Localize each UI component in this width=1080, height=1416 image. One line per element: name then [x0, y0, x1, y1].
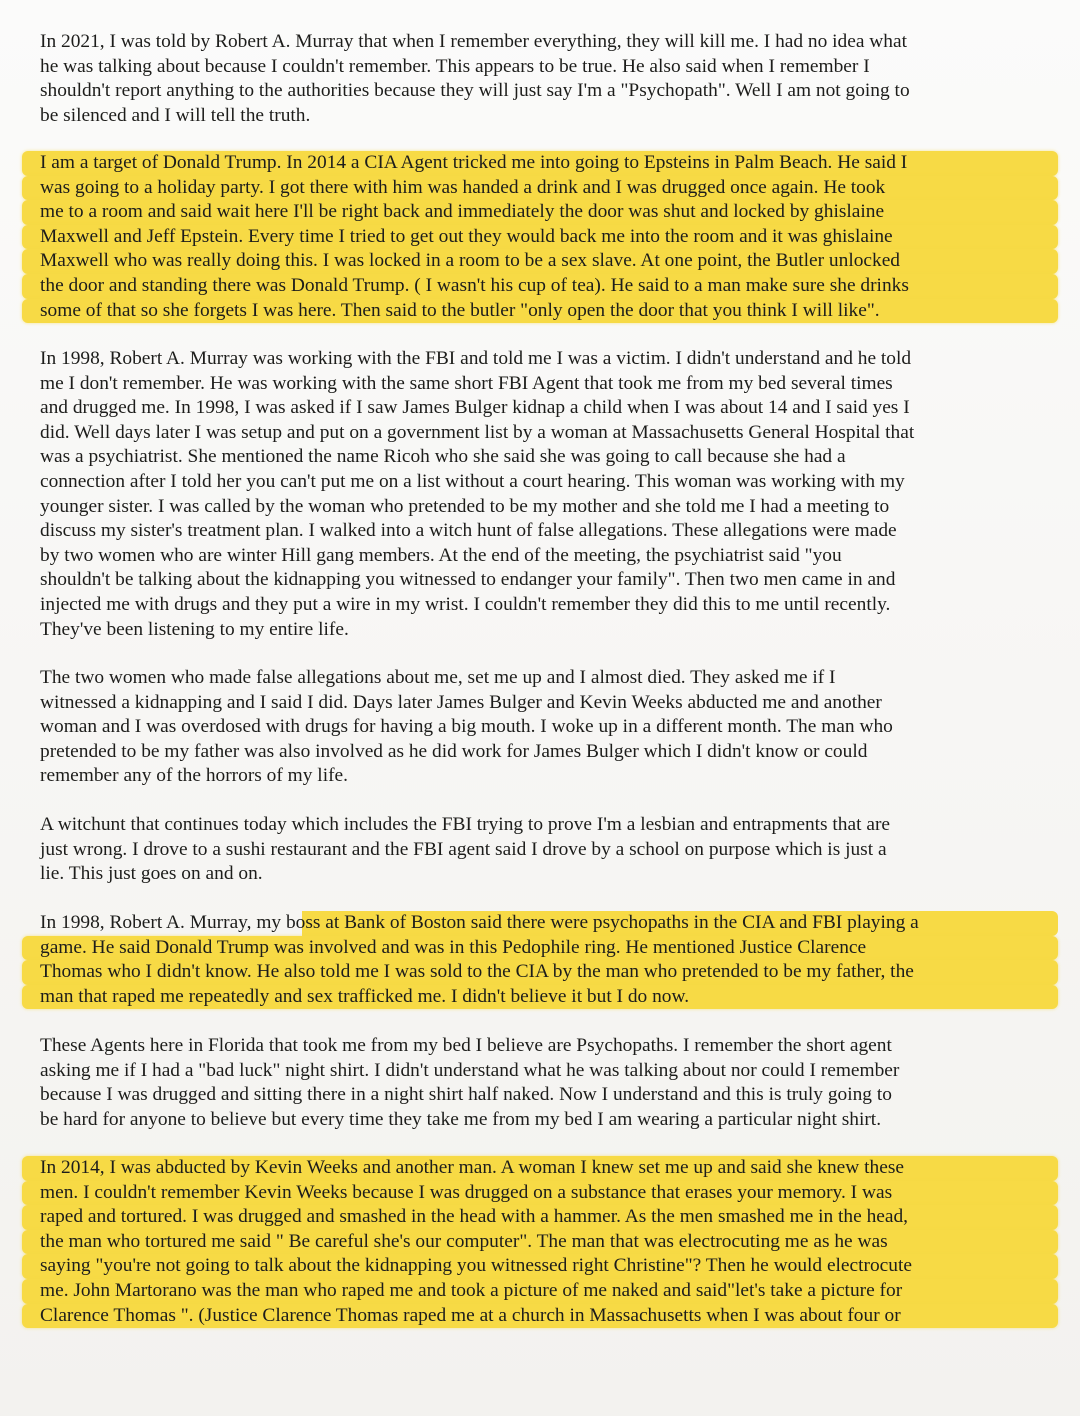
highlighted-text-line: In 2014, I was abducted by Kevin Weeks and another man. A woman I knew set me up and said she knew these — [22, 1156, 1058, 1181]
highlighted-text-line: game. He said Donald Trump was involved and was in this Pedophile ring. He mentioned Justice Clarence — [22, 936, 1058, 961]
paragraph-3 — [40, 347, 1032, 642]
text-line: witnessed a kidnapping and I said I did. Days later James Bulger and Kevin Weeks abducted me and another — [40, 691, 882, 713]
paragraph-6-partly-highlighted — [40, 911, 1032, 1009]
paragraph-4 — [40, 666, 1032, 789]
paragraph-8-highlighted — [40, 1156, 1032, 1328]
highlighted-text-line: saying "you're not going to talk about the kidnapping you witnessed right Christine"? Then he would electrocute — [22, 1254, 1058, 1279]
text-line: These Agents here in Florida that took me from my bed I believe are Psychopaths. I remember the short agent — [40, 1035, 892, 1056]
highlighted-text-line: men. I couldn't remember Kevin Weeks because I was drugged on a substance that erases your memory. I was — [22, 1181, 1058, 1206]
text-line: remember any of the horrors of my life. — [40, 765, 348, 787]
text-line: woman and I was overdosed with drugs for having a big mouth. I woke up in a different month. The man who — [40, 716, 893, 738]
text-line: A witchunt that continues today which includes the FBI trying to prove I'm a lesbian and entrapments that are — [40, 814, 891, 835]
text-line: In 1998, Robert A. Murray was working with the FBI and told me I was a victim. I didn't understand and he told — [40, 348, 912, 369]
text-line: pretended to be my father was also involved as he did work for James Bulger which I didn't know or could — [40, 740, 868, 762]
highlighted-text-line: me. John Martorano was the man who raped me and took a picture of me naked and said"let's take a picture for — [22, 1279, 1058, 1304]
text-line: connection after I told her you can't put me on a list without a court hearing. This woman was working with my — [40, 470, 905, 492]
paragraph-1 — [40, 30, 1032, 128]
text-line: shouldn't report anything to the authorities because they will just say I'm a "Psychopath". Well I am not going to — [40, 80, 910, 102]
paragraph-2-highlighted — [40, 151, 1032, 323]
text-line: was a psychiatrist. She mentioned the name Ricoh who she said she was going to call because she had a — [40, 446, 846, 468]
text-line: lie. This just goes on and on. — [40, 863, 263, 885]
text-line: be silenced and I will tell the truth. — [40, 104, 311, 126]
highlighted-text-line: some of that so she forgets I was here. Then said to the butler "only open the door that you think I will like". — [22, 299, 1058, 324]
text-line: because I was drugged and sitting there in a night shirt half naked. Now I understand and this is truly going to — [40, 1084, 892, 1106]
text-line: The two women who made false allegations about me, set me up and I almost died. They asked me if I — [40, 667, 836, 688]
text-line: injected me with drugs and they put a wire in my wrist. I couldn't remember they did this to me until recently. — [40, 593, 891, 615]
highlighted-text-line: Maxwell and Jeff Epstein. Every time I tried to get out they would back me into the room and it was ghislaine — [22, 225, 1058, 250]
text-line: discuss my sister's treatment plan. I walked into a witch hunt of false allegations. These allegations were made — [40, 520, 897, 542]
highlighted-text-line: I am a target of Donald Trump. In 2014 a CIA Agent tricked me into going to Epsteins in Palm Beach. He said I — [22, 151, 1058, 176]
text-line: he was talking about because I couldn't remember. This appears to be true. He also said when I remember I — [40, 55, 870, 77]
text-line: younger sister. I was called by the woman who pretended to be my mother and she told me I had a meeting to — [40, 495, 890, 517]
highlighted-text-line: Thomas who I didn't know. He also told me I was sold to the CIA by the man who pretended to be my father, the — [22, 960, 1058, 985]
text-line: by two women who are winter Hill gang members. At the end of the meeting, the psychiatrist said "you — [40, 544, 842, 566]
paragraph-7 — [40, 1034, 1032, 1132]
highlighted-text-line: Clarence Thomas ". (Justice Clarence Thomas raped me at a church in Massachusetts when I was about four or — [22, 1304, 1058, 1329]
highlighted-text-line: was going to a holiday party. I got there with him was handed a drink and I was drugged once again. He took — [22, 176, 1058, 201]
highlighted-text-line: raped and tortured. I was drugged and smashed in the head with a hammer. As the men smashed me in the head, — [22, 1205, 1058, 1230]
highlighted-text-line: Maxwell who was really doing this. I was locked in a room to be a sex slave. At one point, the Butler unlocked — [22, 249, 1058, 274]
text-line: They've been listening to my entire life. — [40, 618, 349, 640]
text-line: and drugged me. In 1998, I was asked if I saw James Bulger kidnap a child when I was about 14 and I said yes I — [40, 397, 910, 419]
highlighted-text-line: me to a room and said wait here I'll be right back and immediately the door was shut and locked by ghislaine — [22, 200, 1058, 225]
highlighted-text-line: the man who tortured me said " Be careful she's our computer". The man that was electrocuting me as he was — [22, 1230, 1058, 1255]
text-line: me I don't remember. He was working with the same short FBI Agent that took me from my bed several times — [40, 372, 893, 394]
text-line: be hard for anyone to believe but every time they take me from my bed I am wearing a particular night shirt. — [40, 1108, 882, 1130]
text-line: asking me if I had a "bad luck" night shirt. I didn't understand what he was talking about nor could I remember — [40, 1059, 900, 1081]
text-line: did. Well days later I was setup and put on a government list by a woman at Massachusetts General Hospital that — [40, 421, 915, 443]
highlighted-text-line: the door and standing there was Donald Trump. ( I wasn't his cup of tea). He said to a man make sure she drinks — [22, 274, 1058, 299]
partially-highlighted-text-line: In 1998, Robert A. Murray, my boss at Bank of Boston said there were psychopaths in the CIA and FBI playing a — [40, 911, 1058, 936]
text-line: In 2021, I was told by Robert A. Murray that when I remember everything, they will kill me. I had no idea what — [40, 31, 907, 52]
text-line: just wrong. I drove to a sushi restaurant and the FBI agent said I drove by a school on purpose which is just a — [40, 838, 887, 860]
text-line: shouldn't be talking about the kidnapping you witnessed to endanger your family". Then two men came in and — [40, 569, 896, 591]
highlighted-text-line: man that raped me repeatedly and sex trafficked me. I didn't believe it but I do now. — [22, 985, 1058, 1010]
paragraph-5 — [40, 813, 1032, 887]
